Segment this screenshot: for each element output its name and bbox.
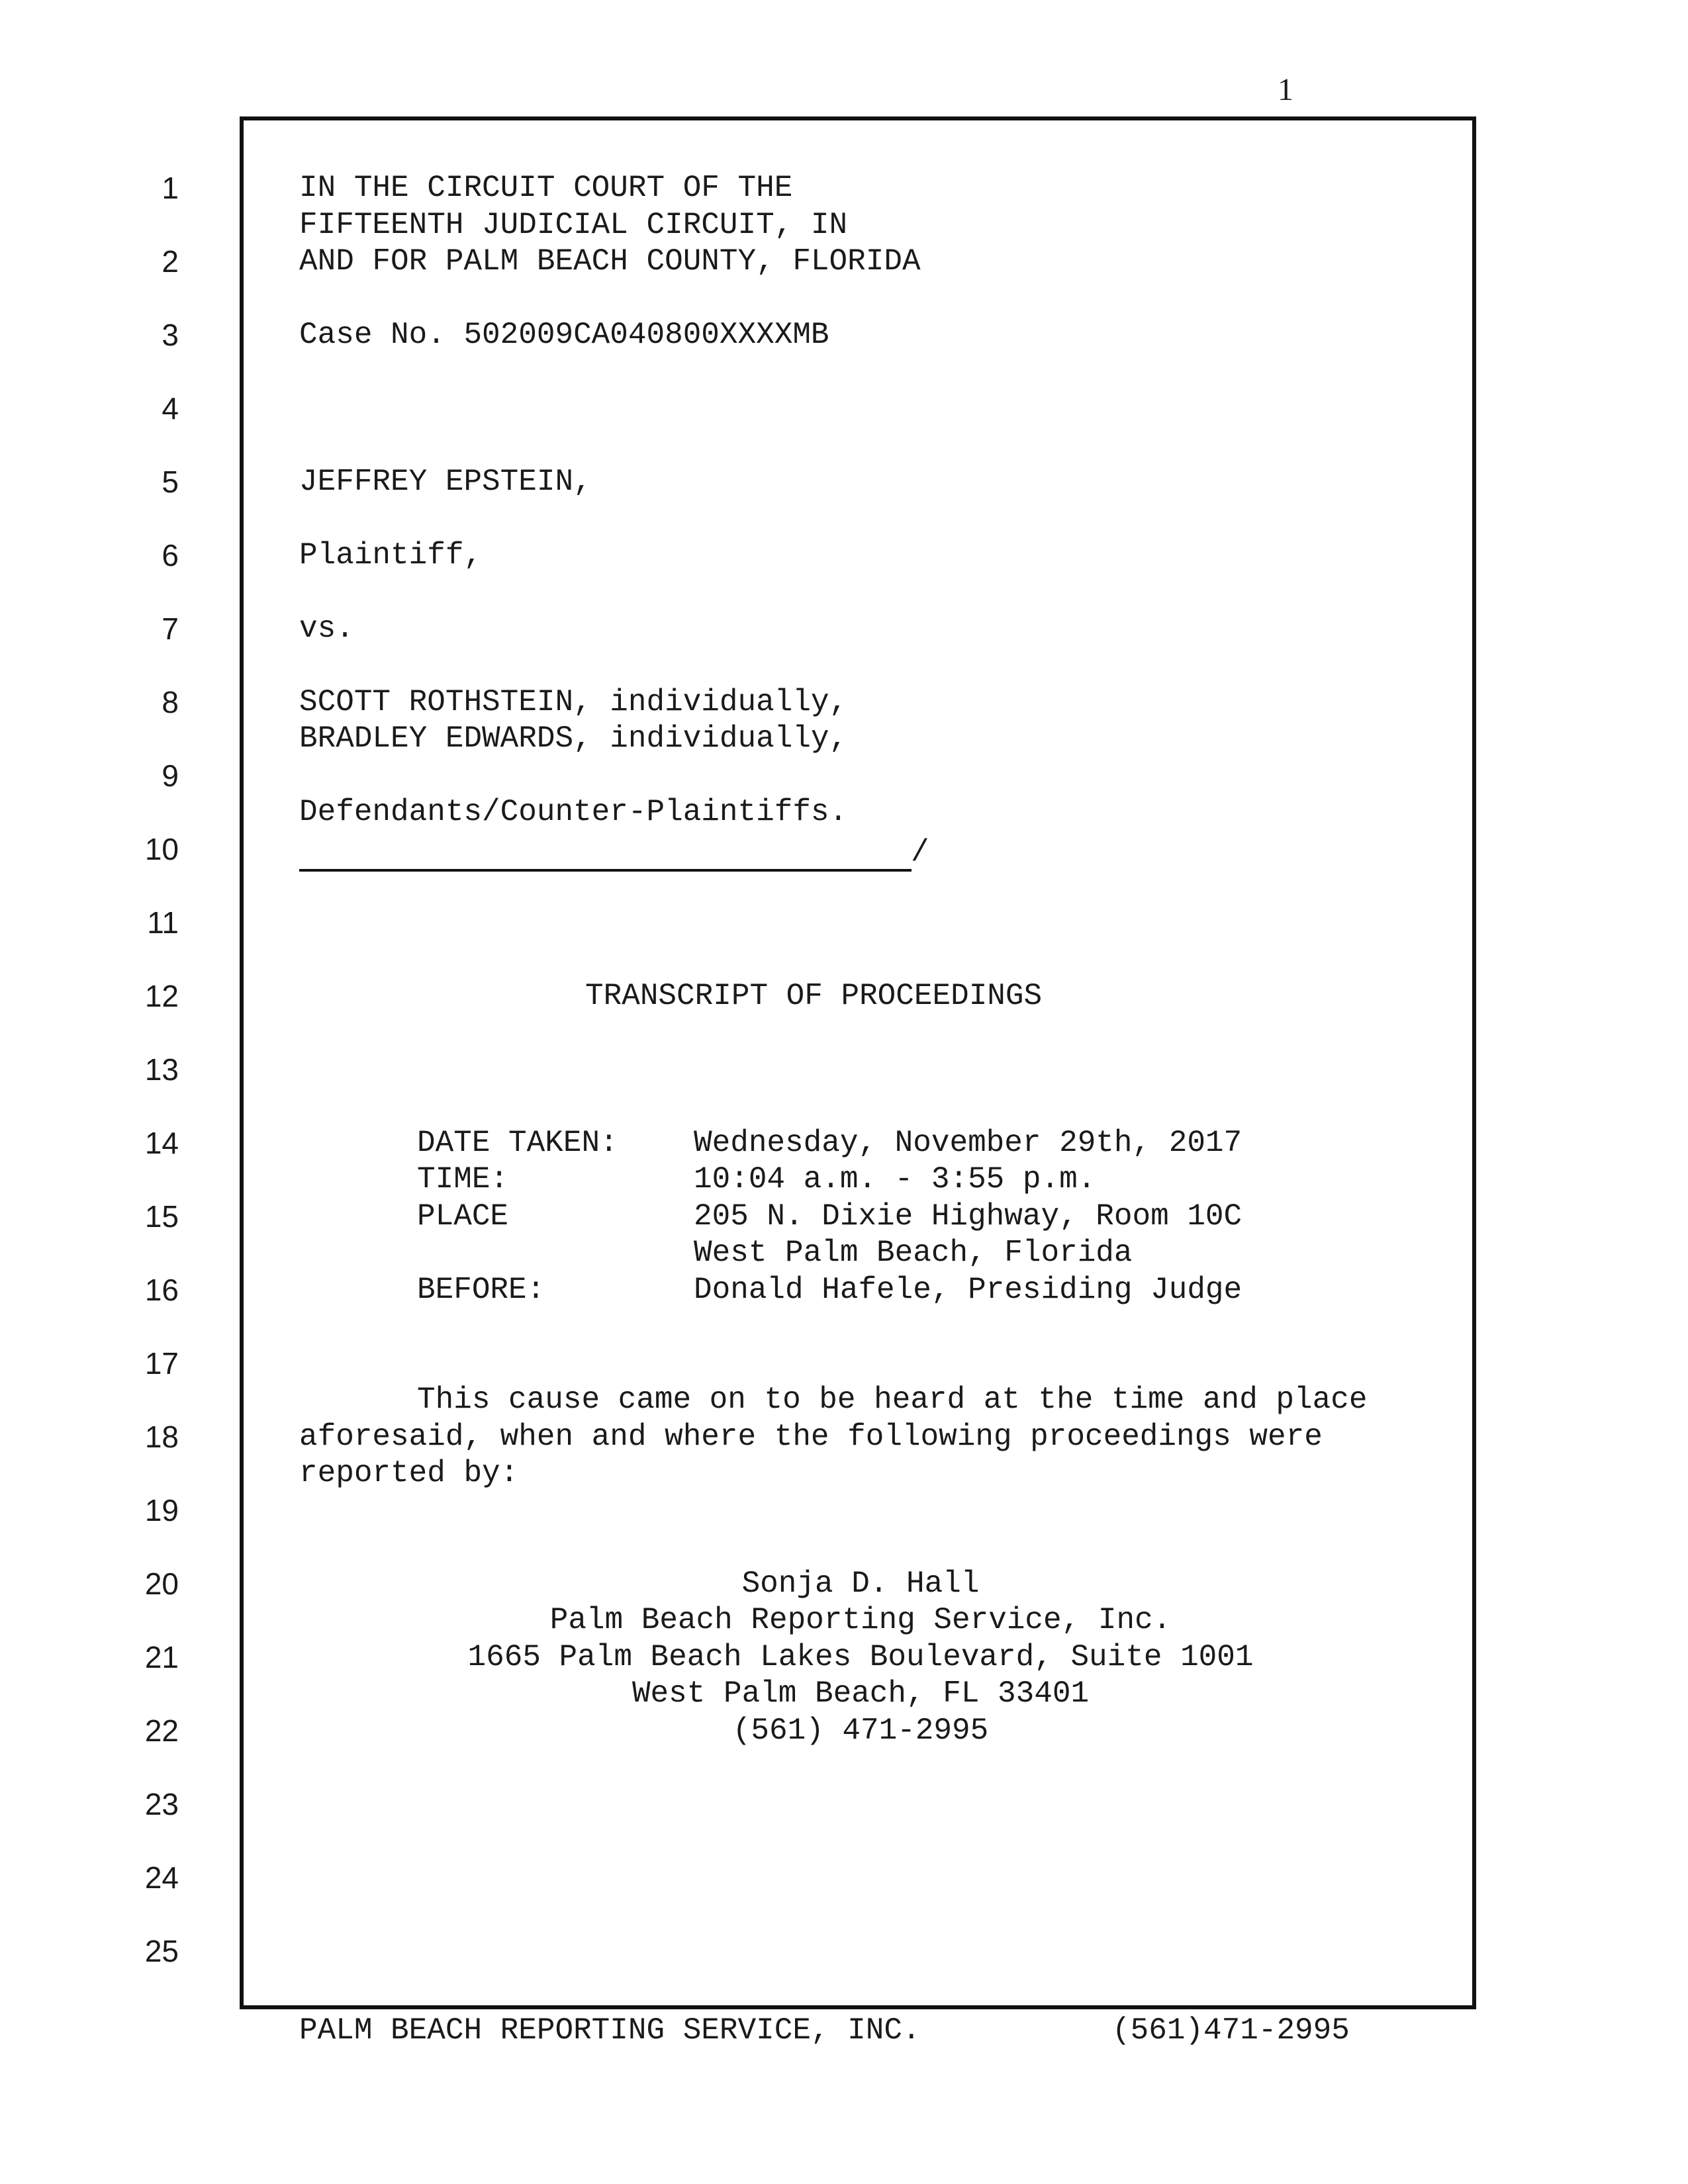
line-number: 4 bbox=[162, 391, 179, 426]
place-value-1: 205 N. Dixie Highway, Room 10C bbox=[694, 1199, 1243, 1234]
case-number: Case No. 502009CA040800XXXXMB bbox=[299, 318, 829, 352]
before-label: BEFORE: bbox=[417, 1273, 545, 1307]
caption-slash: / bbox=[911, 835, 929, 870]
court-line-1: IN THE CIRCUIT COURT OF THE bbox=[299, 171, 793, 205]
statement-line-3: reported by: bbox=[299, 1456, 519, 1490]
line-number: 24 bbox=[144, 1860, 179, 1895]
statement-line-2: aforesaid, when and where the following proceedings were bbox=[299, 1420, 1323, 1454]
line-number: 6 bbox=[162, 538, 179, 572]
reporter-phone: (561) 471-2995 bbox=[732, 1713, 989, 1748]
time-value: 10:04 a.m. - 3:55 p.m. bbox=[694, 1162, 1096, 1197]
court-line-2: FIFTEENTH JUDICIAL CIRCUIT, IN bbox=[299, 208, 848, 242]
reporter-address-1: 1665 Palm Beach Lakes Boulevard, Suite 1001 bbox=[467, 1640, 1254, 1674]
footer-company: PALM BEACH REPORTING SERVICE, INC. bbox=[299, 2013, 921, 2048]
defendant-2: BRADLEY EDWARDS, individually, bbox=[299, 721, 848, 756]
line-number: 12 bbox=[144, 979, 179, 1013]
page-number: 1 bbox=[1278, 72, 1293, 107]
versus: vs. bbox=[299, 612, 354, 646]
line-number: 9 bbox=[162, 758, 179, 793]
place-label: PLACE bbox=[417, 1199, 509, 1234]
reporter-name: Sonja D. Hall bbox=[741, 1567, 980, 1601]
document-title: TRANSCRIPT OF PROCEEDINGS bbox=[585, 979, 1043, 1013]
date-label: DATE TAKEN: bbox=[417, 1126, 618, 1160]
line-number: 18 bbox=[144, 1420, 179, 1454]
court-line-3: AND FOR PALM BEACH COUNTY, FLORIDA bbox=[299, 244, 921, 279]
caption-underline bbox=[299, 869, 912, 872]
reporter-address-2: West Palm Beach, FL 33401 bbox=[632, 1676, 1090, 1711]
footer-phone: (561)471-2995 bbox=[1112, 2013, 1350, 2048]
line-number: 25 bbox=[144, 1934, 179, 1968]
date-value: Wednesday, November 29th, 2017 bbox=[694, 1126, 1243, 1160]
line-number: 8 bbox=[162, 685, 179, 719]
defendant-1: SCOTT ROTHSTEIN, individually, bbox=[299, 685, 848, 719]
line-number: 15 bbox=[144, 1199, 179, 1234]
line-number: 11 bbox=[147, 905, 179, 940]
line-number: 21 bbox=[144, 1640, 179, 1674]
statement-line-1: This cause came on to be heard at the time and place bbox=[417, 1383, 1368, 1417]
line-number: 7 bbox=[162, 612, 179, 646]
reporter-company: Palm Beach Reporting Service, Inc. bbox=[549, 1603, 1172, 1637]
line-number: 14 bbox=[144, 1126, 179, 1160]
line-number: 16 bbox=[144, 1273, 179, 1307]
line-number: 22 bbox=[144, 1713, 179, 1748]
line-number: 10 bbox=[144, 832, 179, 866]
plaintiff-name: JEFFREY EPSTEIN, bbox=[299, 465, 592, 499]
line-number: 17 bbox=[144, 1346, 179, 1381]
plaintiff-role: Plaintiff, bbox=[299, 538, 483, 572]
line-number: 23 bbox=[144, 1787, 179, 1821]
line-number: 5 bbox=[162, 465, 179, 499]
line-number: 19 bbox=[144, 1493, 179, 1527]
line-number: 1 bbox=[162, 171, 179, 205]
defendant-role: Defendants/Counter-Plaintiffs. bbox=[299, 795, 848, 829]
before-value: Donald Hafele, Presiding Judge bbox=[694, 1273, 1243, 1307]
line-number: 3 bbox=[162, 318, 179, 352]
line-number: 13 bbox=[144, 1052, 179, 1087]
place-value-2: West Palm Beach, Florida bbox=[694, 1236, 1133, 1270]
time-label: TIME: bbox=[417, 1162, 509, 1197]
line-number: 20 bbox=[144, 1567, 179, 1601]
line-number: 2 bbox=[162, 244, 179, 279]
